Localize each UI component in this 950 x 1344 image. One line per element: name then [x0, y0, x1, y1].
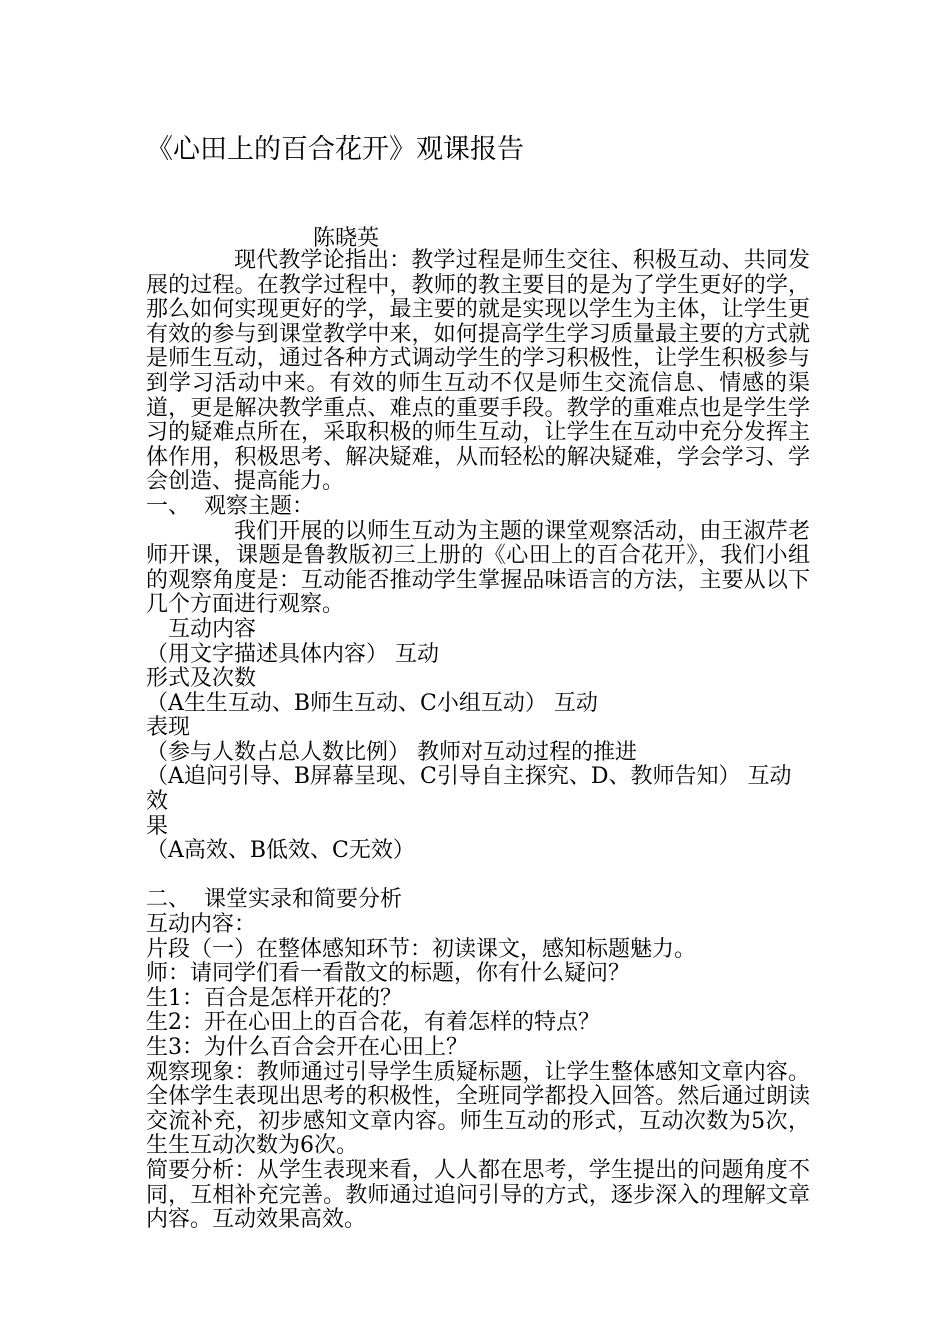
- section1-heading: [146, 495, 810, 520]
- observation-item: （A高效、B低效、C无效）: [146, 838, 415, 864]
- record-line: 片段（一）在整体感知环节：初读课文，感知标题魅力。: [146, 936, 697, 962]
- observation-item: 表现: [146, 715, 191, 741]
- observation-item: 互动内容: [168, 616, 257, 642]
- intro-paragraph: 现代教学论指出：教学过程是师生交往、积极互动、共同发展的过程。在教学过程中，教师的教主要目的是为了学生更好的学，那么如何实现更好的学，最主要的就是实现以学生为主体，让学生更有效的参与到课堂教学中来，如何提高学生学习质量最主要的方式就是师生互动，通过各种方式调动学生的学习积极性，让学生积极参与到学习活动中来。有效的师生互动不仅是师生交流信息、情感的渠道，更是解决教学重点、难点的重要手段。教学的重难点也是学生学习的疑难点所在，采取积极的师生互动，让学生在互动中充分发挥主体作用，积极思考、解决疑难，从而轻松的解决疑难，学会学习、学会创造、提高能力。: [146, 248, 810, 495]
- analysis-paragraph: 简要分析：从学生表现来看，人人都在思考，学生提出的问题角度不同，互相补充完善。教师通过追问引导的方式，逐步深入的理解文章内容。互动效果高效。: [146, 1157, 810, 1233]
- observation-item: 果: [146, 813, 169, 839]
- section2-number: 二、: [146, 887, 191, 913]
- observation-item: 形式及次数: [146, 666, 257, 692]
- observation-item: （参与人数占总人数比例） 教师对互动过程的推进: [146, 739, 637, 765]
- section2-heading: [146, 888, 810, 913]
- record-line: 互动内容：: [146, 912, 257, 938]
- section1-title: 观察主题：: [204, 493, 315, 519]
- record-line: 生2：开在心田上的百合花，有着怎样的特点？: [146, 1010, 600, 1036]
- observation-item: （A生生互动、B师生互动、C小组互动） 互动: [146, 690, 598, 716]
- record-line: 师：请同学们看一看散文的标题，你有什么疑问？: [146, 961, 631, 987]
- record-line: 生1：百合是怎样开花的？: [146, 985, 402, 1011]
- section1-paragraph: 我们开展的以师生互动为主题的课堂观察活动，由王淑芹老师开课，课题是鲁教版初三上册的《心田上的百合花开》，我们小组的观察角度是：互动能否推动学生掌握品味语言的方法，主要从以下几个方面进行观察。: [146, 518, 810, 618]
- document-body: [146, 249, 810, 1233]
- observation-paragraph: 观察现象：教师通过引导学生质疑标题，让学生整体感知文章内容。全体学生表现出思考的积极性，全班同学都投入回答。然后通过朗读交流补充，初步感知文章内容。师生互动的形式，互动次数为5次，生生互动次数为6次。: [146, 1059, 810, 1159]
- author-name: 陈晓英: [313, 226, 380, 251]
- record-line: 生3：为什么百合会开在心田上？: [146, 1035, 468, 1060]
- observation-item: （用文字描述具体内容） 互动: [146, 641, 439, 667]
- document-title: 《心田上的百合花开》观课报告: [146, 134, 524, 165]
- observation-item: （A追问引导、B屏幕呈现、C引导自主探究、D、教师告知） 互动效: [146, 764, 792, 815]
- section1-number: 一、: [146, 493, 191, 519]
- blank-line: [146, 864, 810, 889]
- section2-title: 课堂实录和简要分析: [204, 887, 403, 913]
